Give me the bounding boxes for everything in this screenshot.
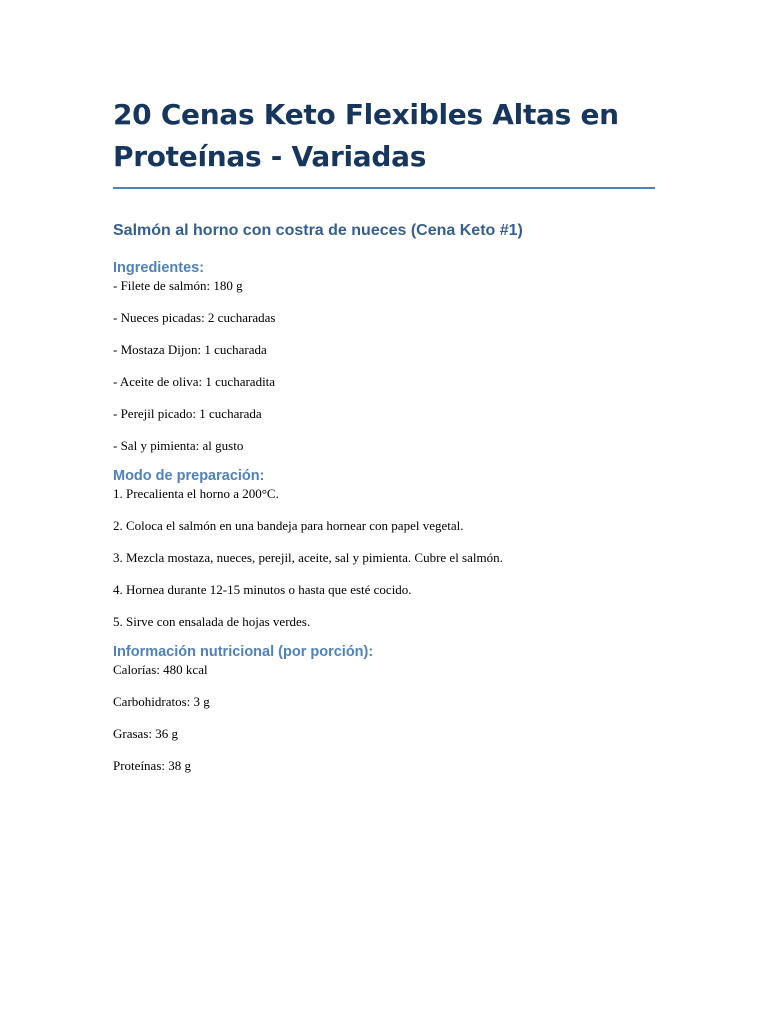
preparation-list <box>113 486 655 630</box>
ingredient-item: - Sal y pimienta: al gusto <box>113 438 244 453</box>
nutrition-item: Grasas: 36 g <box>113 726 178 741</box>
preparation-heading: Modo de preparación: <box>113 468 265 484</box>
preparation-step: 3. Mezcla mostaza, nueces, perejil, aceite, sal y pimienta. Cubre el salmón. <box>113 550 503 565</box>
preparation-step: 5. Sirve con ensalada de hojas verdes. <box>113 614 311 629</box>
nutrition-item: Calorías: 480 kcal <box>113 662 208 677</box>
document-page <box>113 94 655 774</box>
ingredient-item: - Nueces picadas: 2 cucharadas <box>113 310 276 325</box>
nutrition-item: Carbohidratos: 3 g <box>113 694 210 709</box>
ingredients-heading: Ingredientes: <box>113 260 205 276</box>
ingredients-list <box>113 278 655 454</box>
document-title: 20 Cenas Keto Flexibles Altas en Proteínas - Variadas <box>113 94 655 189</box>
preparation-step: 4. Hornea durante 12-15 minutos o hasta que esté cocido. <box>113 582 412 597</box>
recipe-title: Salmón al horno con costra de nueces (Cena Keto #1) <box>113 222 523 239</box>
nutrition-list <box>113 662 655 774</box>
preparation-step: 2. Coloca el salmón en una bandeja para hornear con papel vegetal. <box>113 518 464 533</box>
ingredient-item: - Mostaza Dijon: 1 cucharada <box>113 342 267 357</box>
nutrition-heading: Información nutricional (por porción): <box>113 644 374 660</box>
ingredient-item: - Aceite de oliva: 1 cucharadita <box>113 374 276 389</box>
ingredient-item: - Filete de salmón: 180 g <box>113 278 243 293</box>
ingredient-item: - Perejil picado: 1 cucharada <box>113 406 262 421</box>
preparation-step: 1. Precalienta el horno a 200°C. <box>113 486 279 501</box>
nutrition-item: Proteínas: 38 g <box>113 758 191 773</box>
